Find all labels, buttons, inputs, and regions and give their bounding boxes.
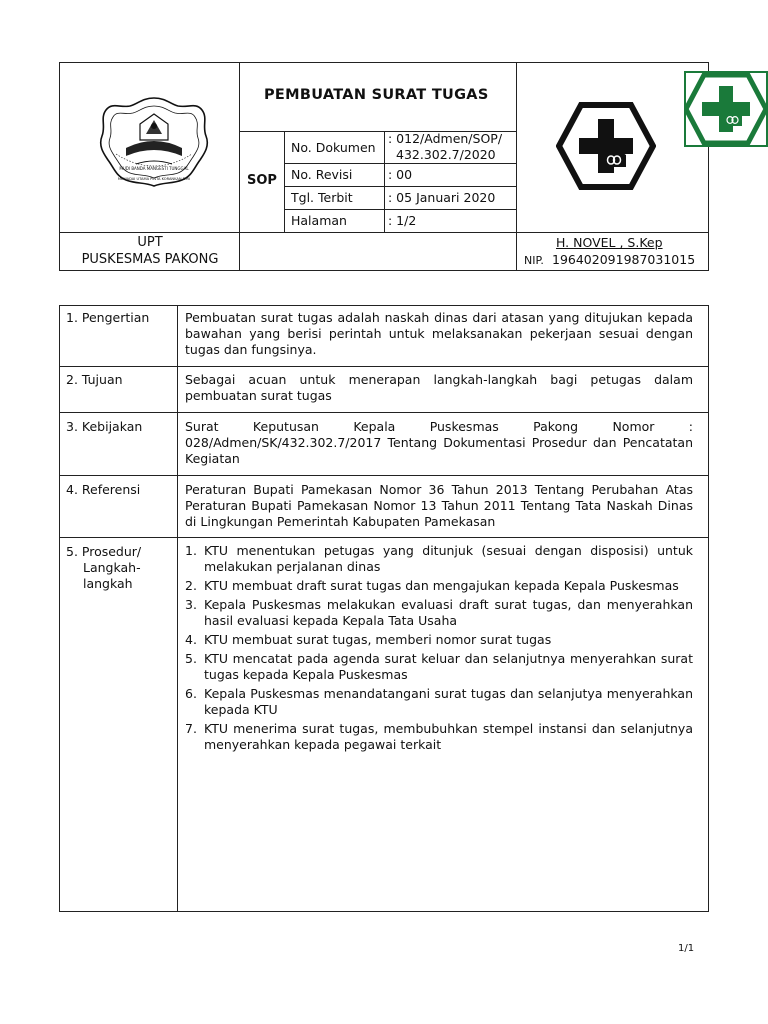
nip-label: NIP. bbox=[524, 254, 544, 267]
section-label-kebijakan: 3. Kebijakan bbox=[66, 419, 143, 434]
procedure-step bbox=[185, 651, 693, 683]
sop-label: SOP bbox=[247, 173, 277, 188]
step-number: 5. bbox=[185, 651, 197, 666]
puskesmas-hexagon-logo bbox=[556, 101, 656, 191]
emblem-motto: MEWADAI UTAMA PINTA KORANKAN DIRI bbox=[117, 177, 191, 181]
header-divider bbox=[284, 186, 517, 187]
meta-value-halaman: : 1/2 bbox=[388, 213, 417, 228]
puskesmas-green-logo bbox=[684, 71, 768, 147]
header-divider bbox=[59, 232, 709, 233]
meta-value-dokumen: : 012/Admen/SOP/ bbox=[388, 131, 503, 146]
org-name-line1: UPT bbox=[137, 235, 163, 250]
table-column-divider bbox=[177, 305, 178, 912]
procedure-step bbox=[185, 543, 693, 575]
procedure-step bbox=[185, 686, 693, 718]
prosedur-label-line: langkah bbox=[83, 576, 133, 591]
procedure-step bbox=[185, 597, 693, 629]
table-row-divider bbox=[59, 537, 709, 538]
procedure-steps-list bbox=[185, 543, 693, 756]
nip-value: 196402091987031015 bbox=[552, 252, 696, 267]
step-number: 1. bbox=[185, 543, 197, 558]
step-text: Kepala Puskesmas melakukan evaluasi draft surat tugas, dan menyerahkan hasil evaluasi kepada Kepala Tata Usaha bbox=[204, 597, 693, 628]
section-text-tujuan: Sebagai acuan untuk menerapan langkah-langkah bagi petugas dalam pembuatan surat tugas bbox=[185, 372, 693, 403]
procedure-step bbox=[185, 578, 693, 594]
org-name-line2: PUSKESMAS PAKONG bbox=[81, 252, 219, 267]
signer-name: H. NOVEL , S.Kep bbox=[556, 235, 663, 250]
header-divider bbox=[284, 209, 517, 210]
section-text-kebijakan: Surat Keputusan Kepala Puskesmas Pakong Nomor : 028/Admen/SK/432.302.7/2017 Tentang Dokumentasi Prosedur dan Pencatatan Kegiatan bbox=[185, 419, 693, 466]
regency-emblem-logo bbox=[96, 94, 212, 188]
meta-label-halaman: Halaman bbox=[291, 213, 347, 228]
meta-label-terbit: Tgl. Terbit bbox=[291, 190, 353, 205]
step-number: 6. bbox=[185, 686, 197, 701]
step-text: KTU menentukan petugas yang ditunjuk (sesuai dengan disposisi) untuk melakukan perjalanan dinas bbox=[204, 543, 693, 574]
meta-value-revisi: : 00 bbox=[388, 167, 413, 182]
header-divider bbox=[284, 163, 517, 164]
step-number: 2. bbox=[185, 578, 197, 593]
table-row-divider bbox=[59, 412, 709, 413]
step-text: KTU membuat draft surat tugas dan mengajukan kepada Kepala Puskesmas bbox=[204, 578, 679, 593]
section-label-pengertian: 1. Pengertian bbox=[66, 310, 150, 325]
prosedur-label-line: 5. Prosedur/ bbox=[66, 544, 142, 559]
procedure-step bbox=[185, 632, 693, 648]
emblem-motto: MUDI BANDA MANGESTI TUNGGAL bbox=[119, 166, 189, 171]
header-divider bbox=[516, 62, 517, 271]
section-label-prosedur bbox=[66, 544, 172, 592]
step-text: KTU membuat surat tugas, memberi nomor surat tugas bbox=[204, 632, 552, 647]
prosedur-label-line: Langkah- bbox=[83, 560, 141, 575]
meta-value-terbit: : 05 Januari 2020 bbox=[388, 190, 496, 205]
section-label-tujuan: 2. Tujuan bbox=[66, 372, 123, 387]
section-text-referensi: Peraturan Bupati Pamekasan Nomor 36 Tahun 2013 Tentang Perubahan Atas Peraturan Bupati Pamekasan Nomor 13 Tahun 2011 Tentang Tata Naskah Dinas di Lingkungan Pemerintah Kabupaten Pamekasan bbox=[185, 482, 693, 529]
procedure-step bbox=[185, 721, 693, 753]
step-number: 3. bbox=[185, 597, 197, 612]
table-row-divider bbox=[59, 475, 709, 476]
step-text: KTU menerima surat tugas, membubuhkan stempel instansi dan selanjutnya menyerahkan kepada pegawai terkait bbox=[204, 721, 693, 752]
document-title: PEMBUATAN SURAT TUGAS bbox=[264, 87, 489, 103]
step-number: 7. bbox=[185, 721, 197, 736]
step-text: Kepala Puskesmas menandatangani surat tugas dan selanjutya menyerahkan kepada KTU bbox=[204, 686, 693, 717]
meta-label-dokumen: No. Dokumen bbox=[291, 140, 376, 155]
section-text-pengertian: Pembuatan surat tugas adalah naskah dinas dari atasan yang ditujukan kepada bawahan yang berisi perintah untuk melaksanakan pekerjaan sesuai dengan tugas dan fungsinya. bbox=[185, 310, 693, 357]
section-label-referensi: 4. Referensi bbox=[66, 482, 141, 497]
header-divider bbox=[284, 131, 285, 232]
table-row-divider bbox=[59, 366, 709, 367]
meta-value-dokumen-cont: 432.302.7/2020 bbox=[396, 147, 496, 162]
page-number: 1/1 bbox=[678, 943, 695, 954]
step-number: 4. bbox=[185, 632, 197, 647]
step-text: KTU mencatat pada agenda surat keluar dan selanjutnya menyerahkan surat tugas kepada Kepala Puskesmas bbox=[204, 651, 693, 682]
meta-label-revisi: No. Revisi bbox=[291, 167, 353, 182]
header-divider bbox=[384, 131, 385, 232]
